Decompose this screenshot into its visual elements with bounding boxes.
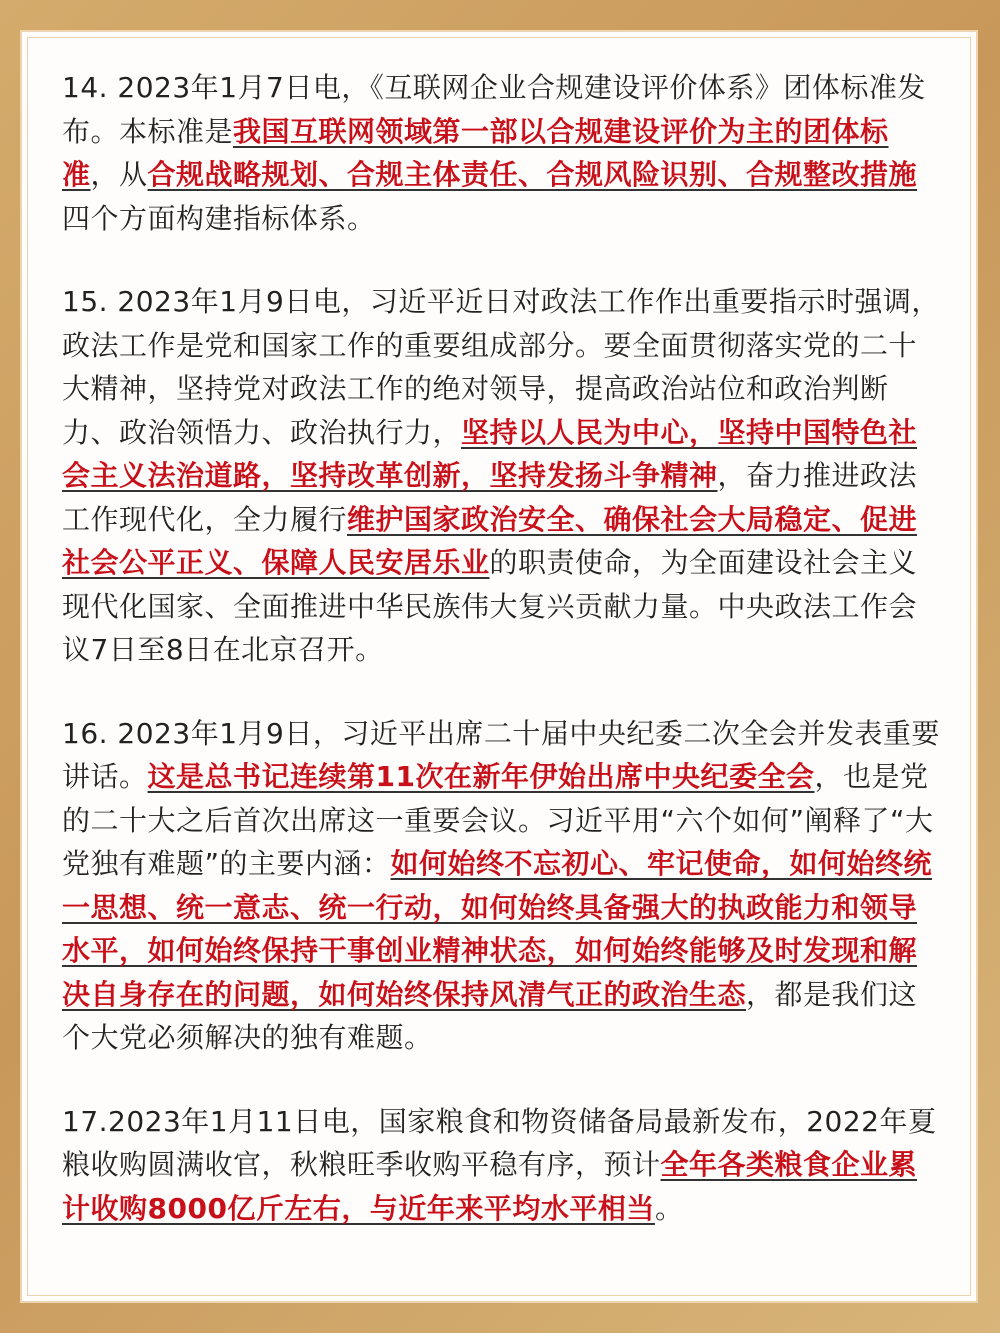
article-body: [62, 66, 942, 1270]
text-segment: 。: [654, 1191, 684, 1225]
content-card: [20, 30, 978, 1303]
highlight-segment: 这是总书记连续第11次在新年伊始出席中央纪委全会: [147, 760, 815, 793]
text-segment: 17.2023年1月11日电，国家粮食和物资储备局最新发布，2022年夏粮收购圆满收官，秋粮旺季收购平稳有序，预计: [62, 1104, 937, 1181]
text-segment: 16. 2023年1月9日，习近平出席二十届中央纪委二次全会并发表重要讲话。: [62, 716, 940, 793]
highlight-segment: 坚持以人民为中心，坚持中国特色社会主义法治道路，坚持改革创新，坚持发扬斗争精神: [62, 415, 918, 492]
text-segment: 14. 2023年1月7日电，《互联网企业合规建设评价体系》团体标准发布。本标准是: [62, 71, 926, 148]
text-segment: 15. 2023年1月9日电，习近平近日对政法工作作出重要指示时强调，政法工作是党和国家工作的重要组成部分。要全面贯彻落实党的二十大精神，坚持党对政法工作的绝对领导，提高政治站位和政治判断力、政治领悟力、政治执行力，: [62, 285, 940, 449]
highlight-segment: 维护国家政治安全、确保社会大局稳定、促进社会公平正义、保障人民安居乐业: [62, 502, 918, 579]
highlight-segment: 全年各类粮食企业累计收购8000亿斤左右，与近年来平均水平相当: [62, 1148, 918, 1225]
text-segment: ，奋力推进政法工作现代化，全力履行: [62, 459, 918, 536]
text-segment: 的职责使命，为全面建设社会主义现代化国家、全面推进中华民族伟大复兴贡献力量。中央政法工作会议7日至8日在北京召开。: [62, 546, 918, 666]
highlight-segment: 如何始终不忘初心、牢记使命，如何始终统一思想、统一意志、统一行动，如何始终具备强大的执政能力和领导水平，如何始终保持干事创业精神状态，如何始终能够及时发现和解决自身存在的问题，如何始终保持风清气正的政治生态: [62, 847, 933, 1011]
highlight-segment: 我国互联网领域第一部以合规建设评价为主的团体标准: [62, 114, 889, 191]
news-item-16: [62, 712, 942, 1060]
text-segment: ，从: [90, 158, 148, 191]
news-item-17: [62, 1100, 942, 1231]
news-item-14: [62, 66, 942, 240]
news-item-15: [62, 280, 942, 672]
highlight-segment: 合规战略规划、合规主体责任、合规风险识别、合规整改措施: [147, 158, 918, 191]
text-segment: 四个方面构建指标体系。: [62, 201, 376, 235]
text-segment: ，都是我们这个大党必须解决的独有难题。: [62, 977, 918, 1054]
text-segment: ，也是党的二十大之后首次出席这一重要会议。习近平用“六个如何”阐释了“大党独有难题”的主要内涵：: [62, 760, 934, 880]
